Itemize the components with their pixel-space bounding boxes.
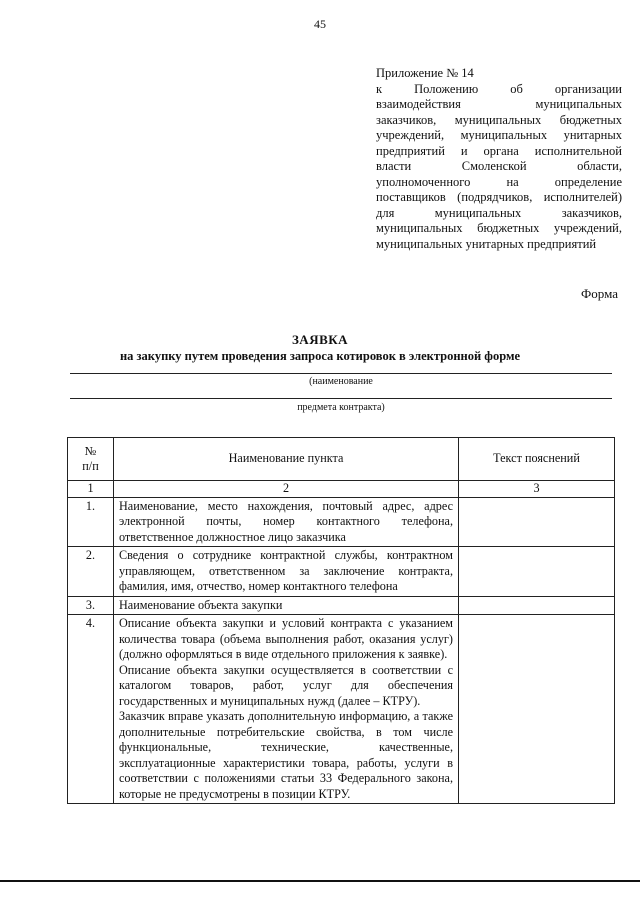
row-text: Сведения о сотруднике контрактной службы, контрактном управляющем, ответственном за заключение контракта, фамилия, имя, отчество, номер контактного телефона <box>114 547 459 597</box>
appendix-line: взаимодействия муниципальных <box>376 97 622 111</box>
appendix-line: заказчиков, муниципальных бюджетных <box>376 112 622 127</box>
form-label: Форма <box>581 286 618 301</box>
fill-in-caption: (наименование <box>309 376 373 387</box>
index-cell: 1 <box>68 481 114 498</box>
request-table <box>67 437 615 804</box>
row-paragraph: Описание объекта закупки и условий контракта с указанием количества товара (объема выполнения работ, оказания услуг) (должно оформляться в виде отдельного приложения к заявке). <box>119 616 453 661</box>
row-paragraph: Заказчик вправе указать дополнительную информацию, а также дополнительные потребительские свойства, в том числе функциональные, технические, качественные, эксплуатационные характеристики товара, работы, услуги в соответствии с положениями статьи 33 Федерального закона, которые не предусмотрены в позиции КТРУ. <box>119 709 453 801</box>
row-note[interactable] <box>459 547 615 597</box>
appendix-line: для муниципальных заказчиков, <box>376 205 622 220</box>
appendix-block <box>376 66 622 252</box>
row-number: 3. <box>68 596 114 615</box>
fill-in-caption: предмета контракта) <box>297 402 385 413</box>
appendix-line: муниципальных унитарных предприятий <box>376 236 597 251</box>
row-text: Наименование, место нахождения, почтовый адрес, адрес электронной почты, номер контактного телефона, ответственное должностное лицо заказчика <box>114 497 459 547</box>
row-text <box>114 615 459 804</box>
appendix-line: поставщиков (подрядчиков, исполнителей) <box>376 190 622 204</box>
page-bottom-divider <box>0 880 640 882</box>
table-row <box>68 615 615 804</box>
table-row <box>68 596 615 615</box>
appendix-line: уполномоченного на определение <box>376 174 622 189</box>
row-number: 2. <box>68 547 114 597</box>
table-header-row <box>68 438 615 481</box>
appendix-line: муниципальных бюджетных учреждений, <box>376 221 622 235</box>
appendix-line: власти Смоленской области, <box>376 159 622 173</box>
table-index-row <box>68 481 615 498</box>
document-title: ЗАЯВКА <box>291 332 349 347</box>
appendix-line: предприятий и органа исполнительной <box>376 143 622 158</box>
header-explanation: Текст пояснений <box>459 438 615 481</box>
row-number: 1. <box>68 497 114 547</box>
document-subtitle: на закупку путем проведения запроса котировок в электронной форме <box>119 349 521 363</box>
fill-in-line <box>70 373 612 374</box>
row-note[interactable] <box>459 615 615 804</box>
appendix-line: к Положению об организации <box>376 81 622 96</box>
row-number: 4. <box>68 615 114 804</box>
header-number: № п/п <box>68 438 114 481</box>
row-note[interactable] <box>459 596 615 615</box>
index-cell: 3 <box>459 481 615 498</box>
row-note[interactable] <box>459 497 615 547</box>
header-item-name: Наименование пункта <box>114 438 459 481</box>
row-text: Наименование объекта закупки <box>114 596 459 615</box>
fill-in-line <box>70 398 612 399</box>
page-number: 45 <box>314 17 326 31</box>
table-row <box>68 497 615 547</box>
index-cell: 2 <box>114 481 459 498</box>
appendix-title: Приложение № 14 <box>376 66 474 80</box>
appendix-line: учреждений, муниципальных унитарных <box>376 128 622 142</box>
row-paragraph: Описание объекта закупки осуществляется в соответствии с каталогом товаров, работ, услуг для обеспечения государственных и муниципальных нужд (далее – КТРУ). <box>119 662 453 708</box>
table-row <box>68 547 615 597</box>
